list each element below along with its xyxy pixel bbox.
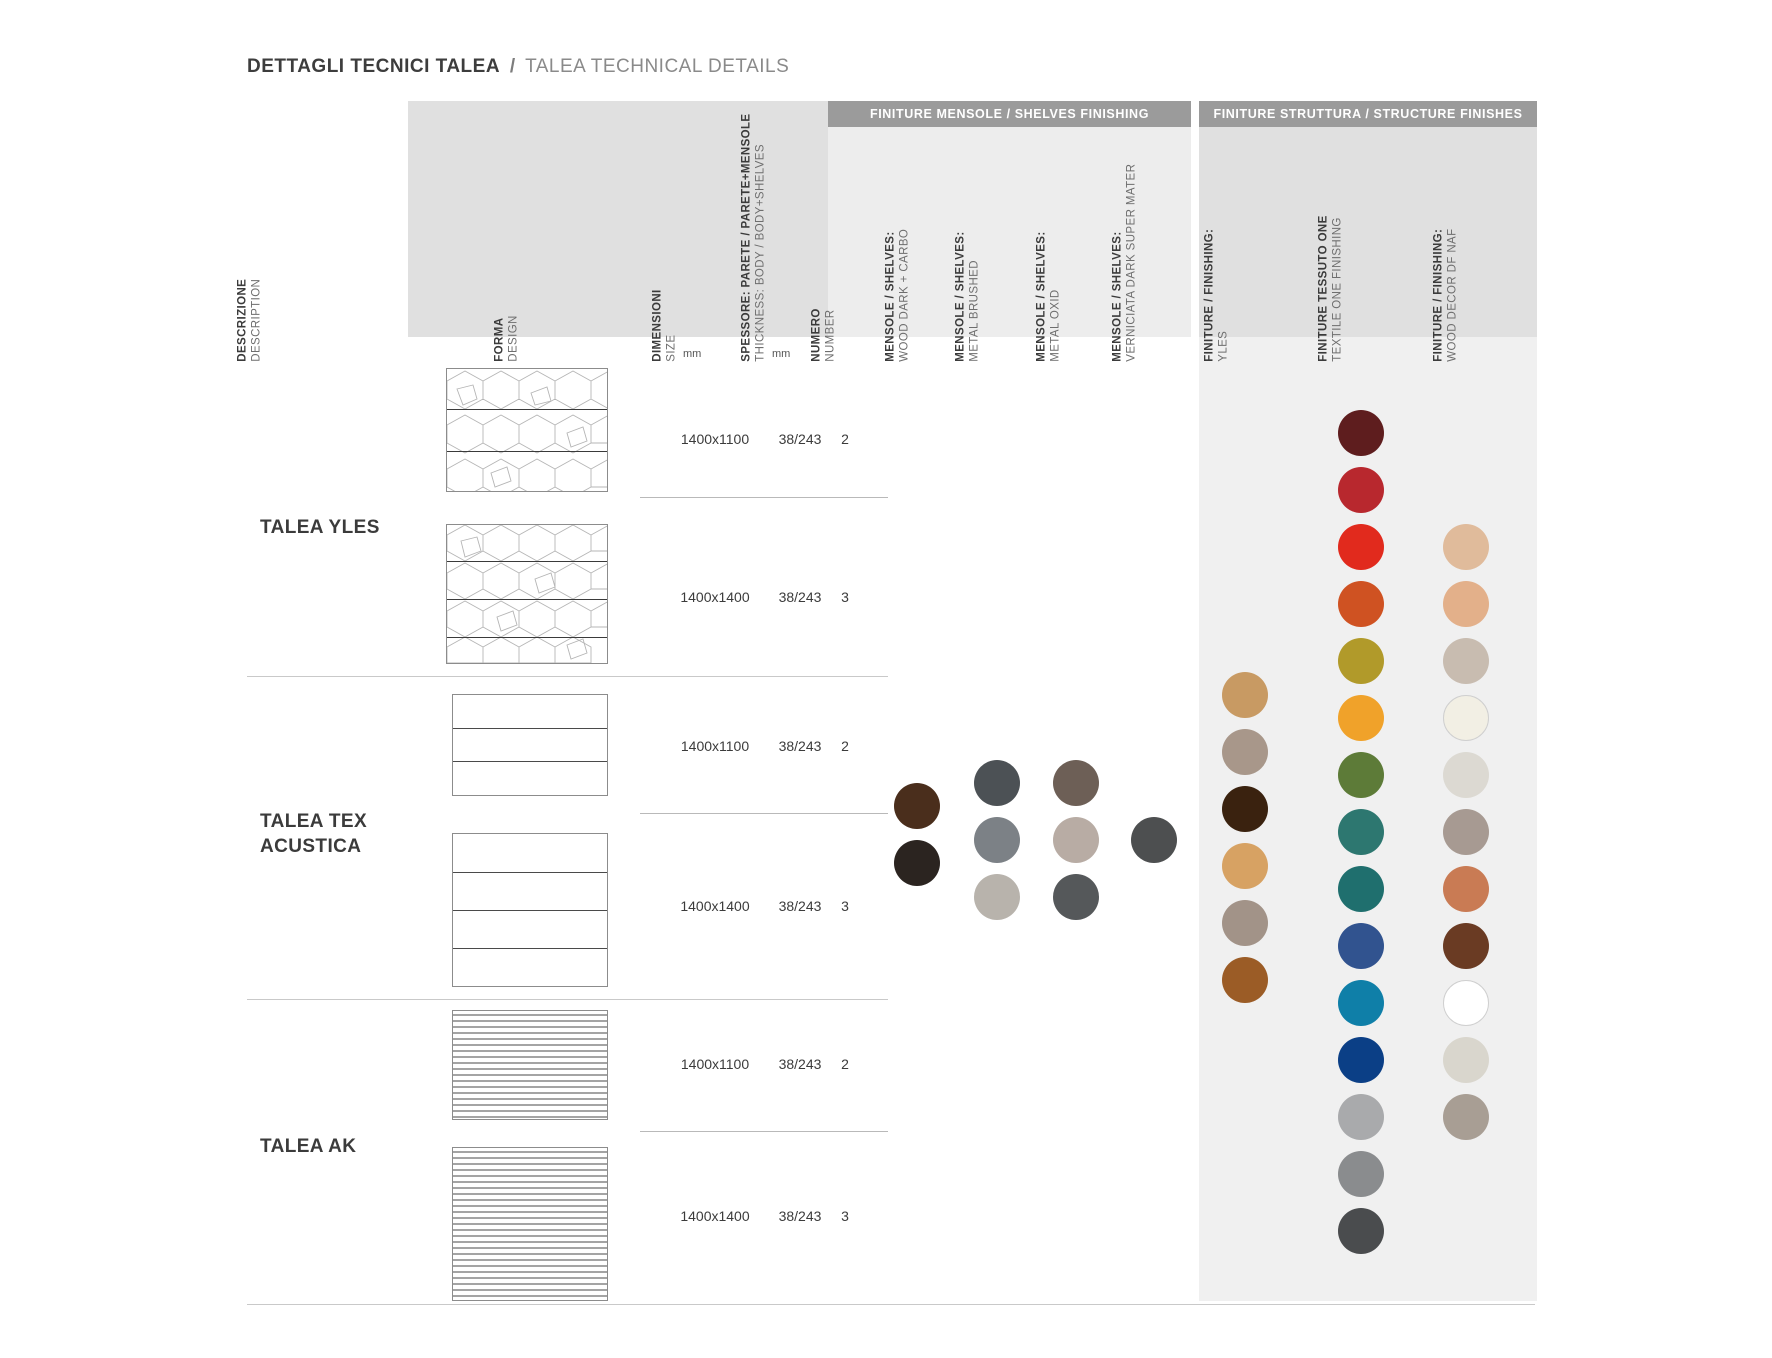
swatch-structure-wood-decor-9[interactable] <box>1443 980 1489 1026</box>
band-shelves-finishing: FINITURE MENSOLE / SHELVES FINISHING <box>828 101 1191 127</box>
row-divider-tex <box>640 813 888 814</box>
swatch-structure-textile-one-5[interactable] <box>1338 638 1384 684</box>
swatch-structure-wood-decor-8[interactable] <box>1443 923 1489 969</box>
swatch-structure-yles-2[interactable] <box>1222 729 1268 775</box>
swatch-structure-textile-one-11[interactable] <box>1338 980 1384 1026</box>
swatch-structure-wood-decor-6[interactable] <box>1443 809 1489 855</box>
row-divider-ak <box>640 1131 888 1132</box>
product-name-line2: ACUSTICA <box>260 835 362 857</box>
page-title-it: DETTAGLI TECNICI TALEA <box>247 56 501 77</box>
design-thumbnail-tex-1400x1400 <box>452 833 608 987</box>
swatch-shelves-wood-dark-carbo-1[interactable] <box>894 783 940 829</box>
col-header-description: DESCRIZIONE DESCRIPTION <box>236 278 263 362</box>
design-thumbnail-yles-1400x1400 <box>446 524 608 664</box>
thickness-ak-row2: 38/243 <box>778 1208 822 1224</box>
stripe-pattern-icon <box>453 1148 607 1300</box>
swatch-structure-yles-6[interactable] <box>1222 957 1268 1003</box>
swatch-structure-textile-one-12[interactable] <box>1338 1037 1384 1083</box>
design-thumbnail-ak-1400x1100 <box>452 1010 608 1120</box>
col-header-shelves-metal-brushed: MENSOLE / SHELVES: METAL BRUSHED <box>954 231 981 362</box>
swatch-structure-textile-one-14[interactable] <box>1338 1151 1384 1197</box>
col-header-shelves-verniciata: MENSOLE / SHELVES: VERNICIATA DARK SUPER MATER <box>1111 163 1138 362</box>
page-title-separator: / <box>509 56 516 77</box>
thickness-yles-row2: 38/243 <box>778 589 822 605</box>
swatch-structure-textile-one-7[interactable] <box>1338 752 1384 798</box>
swatch-structure-textile-one-4[interactable] <box>1338 581 1384 627</box>
col-header-design: FORMA DESIGN <box>493 315 520 362</box>
swatch-shelves-wood-dark-carbo-2[interactable] <box>894 840 940 886</box>
swatch-structure-textile-one-2[interactable] <box>1338 467 1384 513</box>
swatch-structure-textile-one-6[interactable] <box>1338 695 1384 741</box>
swatch-structure-textile-one-9[interactable] <box>1338 866 1384 912</box>
col-header-size: DIMENSIONI SIZE <box>651 289 678 362</box>
swatch-structure-wood-decor-5[interactable] <box>1443 752 1489 798</box>
col-header-structure-textile-one: FINITURE TESSUTO ONE TEXTILE ONE FINISHING <box>1317 215 1344 362</box>
thickness-yles-row1: 38/243 <box>778 431 822 447</box>
size-tex-row1: 1400x1100 <box>680 738 750 754</box>
size-yles-row2: 1400x1400 <box>680 589 750 605</box>
swatch-shelves-metal-brushed-3[interactable] <box>974 874 1020 920</box>
thickness-tex-row2: 38/243 <box>778 898 822 914</box>
swatch-shelves-metal-oxid-2[interactable] <box>1053 817 1099 863</box>
hex-pattern-icon <box>447 525 607 663</box>
swatch-structure-yles-3[interactable] <box>1222 786 1268 832</box>
size-yles-row1: 1400x1100 <box>680 431 750 447</box>
swatch-structure-wood-decor-7[interactable] <box>1443 866 1489 912</box>
thickness-ak-row1: 38/243 <box>778 1056 822 1072</box>
swatch-structure-wood-decor-10[interactable] <box>1443 1037 1489 1083</box>
design-thumbnail-yles-1400x1100 <box>446 368 608 492</box>
size-tex-row2: 1400x1400 <box>680 898 750 914</box>
swatch-structure-wood-decor-2[interactable] <box>1443 581 1489 627</box>
number-ak-row2: 3 <box>841 1208 849 1224</box>
number-yles-row1: 2 <box>841 431 849 447</box>
swatch-shelves-metal-oxid-1[interactable] <box>1053 760 1099 806</box>
design-thumbnail-tex-1400x1100 <box>452 694 608 796</box>
swatch-structure-wood-decor-1[interactable] <box>1443 524 1489 570</box>
header-structure-background <box>1199 127 1537 337</box>
swatch-structure-yles-1[interactable] <box>1222 672 1268 718</box>
swatch-shelves-verniciata-1[interactable] <box>1131 817 1177 863</box>
swatch-structure-textile-one-8[interactable] <box>1338 809 1384 855</box>
design-thumbnail-ak-1400x1400 <box>452 1147 608 1301</box>
swatch-structure-textile-one-13[interactable] <box>1338 1094 1384 1140</box>
swatch-structure-textile-one-3[interactable] <box>1338 524 1384 570</box>
unit-thickness-mm: mm <box>772 348 791 360</box>
hex-pattern-icon <box>447 369 607 491</box>
swatch-structure-textile-one-15[interactable] <box>1338 1208 1384 1254</box>
size-ak-row1: 1400x1100 <box>680 1056 750 1072</box>
swatch-structure-textile-one-1[interactable] <box>1338 410 1384 456</box>
swatch-structure-wood-decor-11[interactable] <box>1443 1094 1489 1140</box>
size-ak-row2: 1400x1400 <box>680 1208 750 1224</box>
swatch-structure-yles-5[interactable] <box>1222 900 1268 946</box>
page-title-en: TALEA TECHNICAL DETAILS <box>525 56 790 77</box>
col-header-structure-yles: FINITURE / FINISHING: YLES <box>1203 228 1230 362</box>
product-name-talea-ak: TALEA AK <box>260 1136 357 1157</box>
product-name-talea-tex-acustica <box>260 810 367 859</box>
col-header-number: NUMERO NUMBER <box>810 308 837 362</box>
thickness-tex-row1: 38/243 <box>778 738 822 754</box>
col-header-shelves-wood-dark-carbo: MENSOLE / SHELVES: WOOD DARK + CARBO <box>884 228 911 362</box>
swatch-structure-textile-one-10[interactable] <box>1338 923 1384 969</box>
col-header-shelves-metal-oxid: MENSOLE / SHELVES: METAL OXID <box>1035 231 1062 362</box>
product-divider-1 <box>247 676 888 677</box>
swatch-shelves-metal-oxid-3[interactable] <box>1053 874 1099 920</box>
number-tex-row1: 2 <box>841 738 849 754</box>
swatch-structure-wood-decor-3[interactable] <box>1443 638 1489 684</box>
number-ak-row1: 2 <box>841 1056 849 1072</box>
row-divider-yles <box>640 497 888 498</box>
swatch-shelves-metal-brushed-2[interactable] <box>974 817 1020 863</box>
product-name-line1: TALEA TEX <box>260 811 368 832</box>
product-divider-2 <box>247 999 888 1000</box>
number-yles-row2: 3 <box>841 589 849 605</box>
col-header-structure-wood-decor: FINITURE / FINISHING: WOOD DECOR DF NAF <box>1432 228 1459 362</box>
product-name-talea-yles: TALEA YLES <box>260 517 380 538</box>
swatch-shelves-metal-brushed-1[interactable] <box>974 760 1020 806</box>
col-header-thickness: SPESSORE: PARETE / PARETE+MENSOLE THICKNESS: BODY / BODY+SHELVES <box>740 113 767 362</box>
unit-size-mm: mm <box>683 348 702 360</box>
swatch-structure-yles-4[interactable] <box>1222 843 1268 889</box>
bottom-rule <box>247 1304 1535 1305</box>
stripe-pattern-icon <box>453 1011 607 1119</box>
number-tex-row2: 3 <box>841 898 849 914</box>
swatch-structure-wood-decor-4[interactable] <box>1443 695 1489 741</box>
band-structure-finishes: FINITURE STRUTTURA / STRUCTURE FINISHES <box>1199 101 1537 127</box>
page-title <box>247 56 789 78</box>
